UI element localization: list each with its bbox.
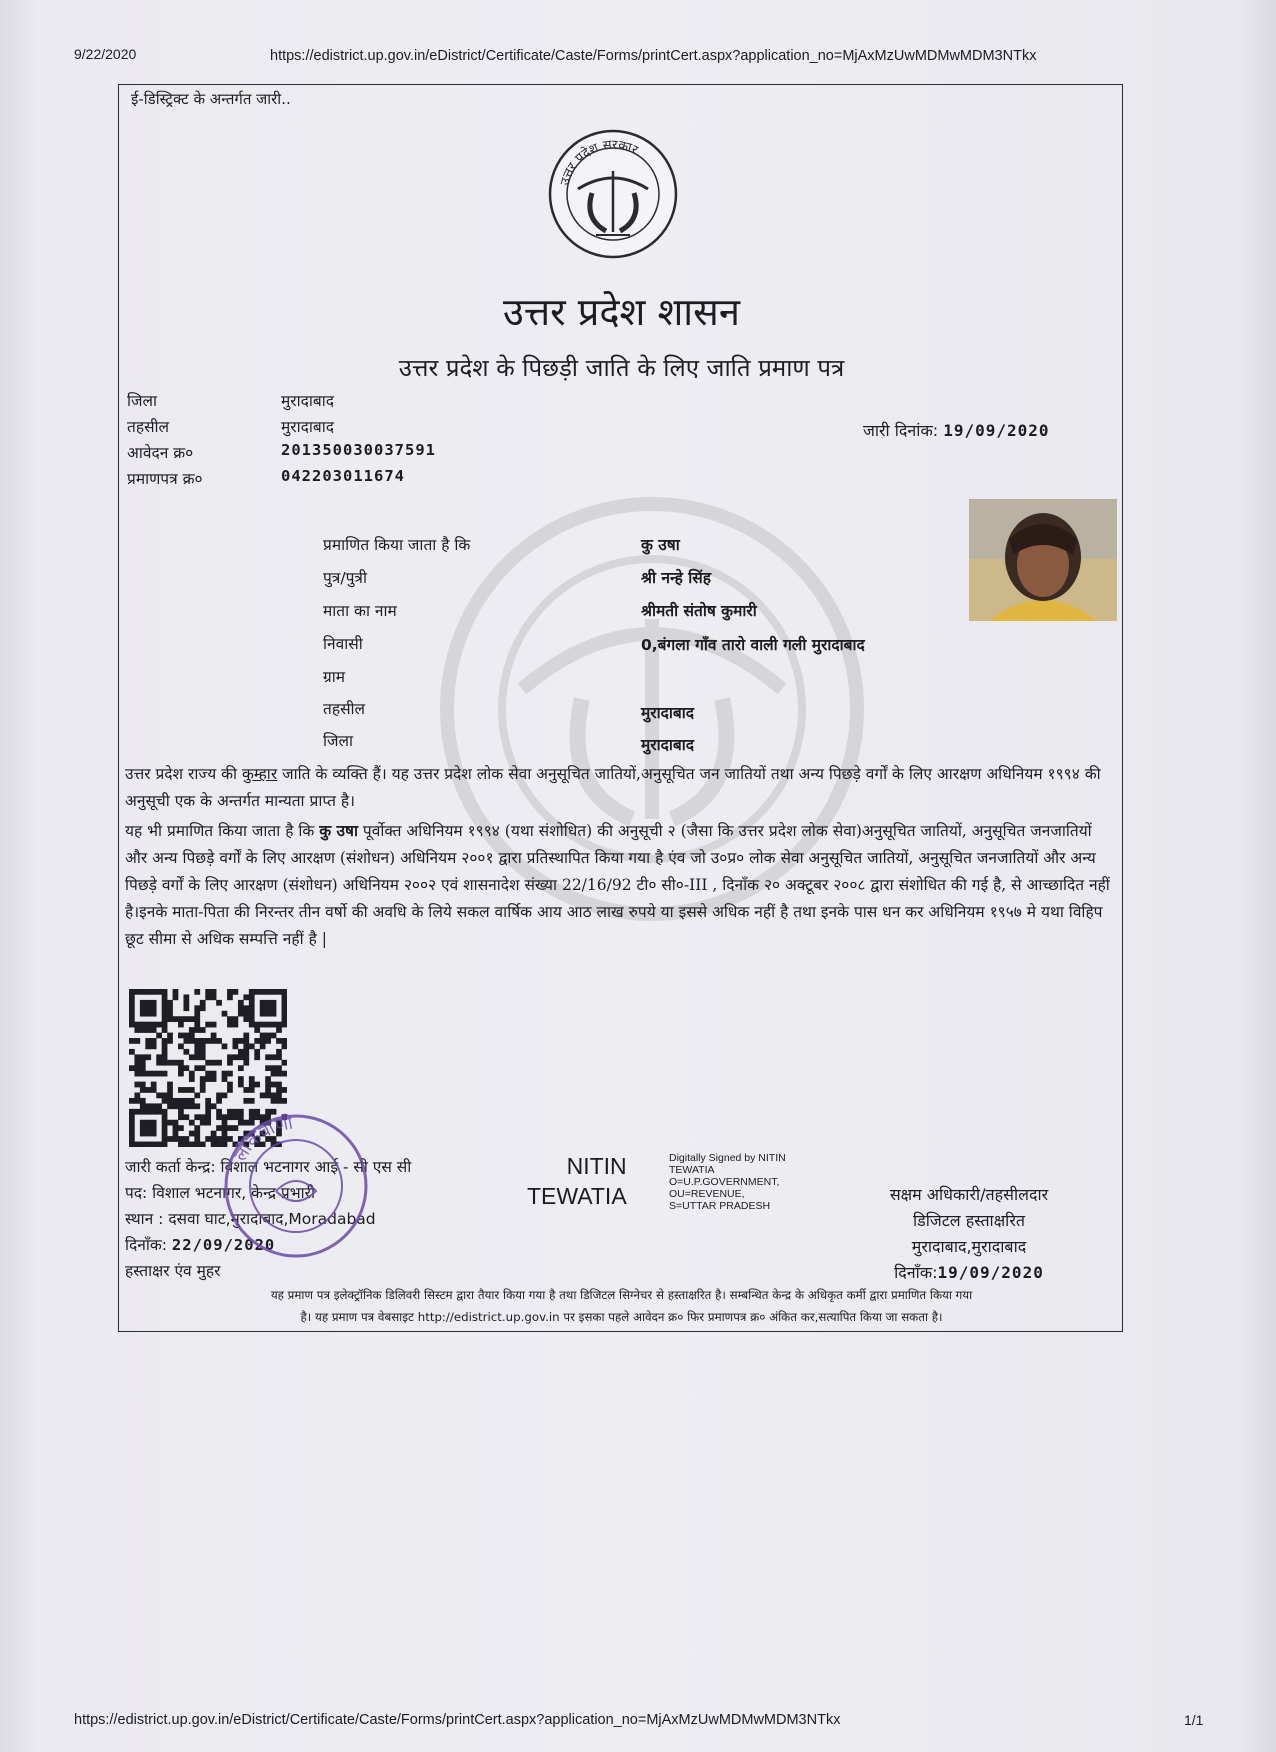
field-label-tehsil: तहसील	[323, 700, 366, 718]
meta-label-tehsil: तहसील	[127, 418, 170, 436]
government-title: उत्तर प्रदेश शासन	[503, 290, 740, 334]
issuer-signature-label: हस्ताक्षर एंव मुहर	[125, 1262, 221, 1280]
meta-value-certificate-no: 042203011674	[281, 467, 405, 485]
field-value-mother: श्रीमती संतोष कुमारी	[641, 602, 757, 620]
field-label-resident: निवासी	[323, 635, 363, 653]
print-date: 9/22/2020	[74, 46, 137, 62]
applicant-portrait-icon	[969, 499, 1117, 621]
print-url-header: https://edistrict.up.gov.in/eDistrict/Certificate/Caste/Forms/printCert.aspx?application_no=MjAxMzUwMDMwMDM3NTkx	[270, 48, 1037, 64]
digital-signature-name	[527, 1151, 627, 1211]
footer-note-line2: है। यह प्रमाण पत्र वेबसाइट http://edistrict.up.gov.in पर इसका पहले आवेदन क्र० फिर प्रमाणपत्र क्र० अंकित कर,सत्यापित किया जा सकता है।	[300, 1310, 943, 1324]
field-label-village: ग्राम	[323, 668, 346, 686]
dsig-detail-line: TEWATIA	[669, 1164, 715, 1176]
meta-value-application-no: 201350030037591	[281, 441, 436, 459]
field-label-certified: प्रमाणित किया जाता है कि	[323, 536, 471, 554]
applicant-photo	[969, 499, 1117, 621]
field-value-name: कु उषा	[641, 536, 680, 554]
meta-label-application-no: आवेदन क्र०	[127, 444, 194, 462]
up-emblem-icon	[546, 127, 680, 261]
issue-date-label: जारी दिनांक:	[863, 421, 939, 440]
issuer-date-label: दिनाँक:	[125, 1236, 172, 1254]
caste-name: कुम्हार	[241, 765, 278, 783]
issuer-post: पद: विशाल भटनागर, केन्द्र प्रभारी	[125, 1184, 315, 1202]
certificate-frame	[118, 84, 1123, 1332]
meta-value-tehsil: मुरादाबाद	[281, 418, 334, 436]
authority-date-label: दिनाँक:	[894, 1263, 938, 1282]
creamy-paragraph-name: कु उषा	[319, 821, 358, 840]
caste-paragraph	[125, 761, 1115, 815]
issued-under-text: ई-डिस्ट्रिक्ट के अन्तर्गत जारी..	[131, 90, 291, 108]
certificate-title: उत्तर प्रदेश के पिछड़ी जाति के लिए जाति प्रमाण पत्र	[398, 354, 845, 382]
authority-signed: डिजिटल हस्ताक्षरित	[913, 1211, 1025, 1230]
field-value-address: 0,बंगला गाँव तारो वाली गली मुरादाबाद	[641, 636, 865, 654]
authority-date	[839, 1261, 1099, 1283]
dsig-name-line1: NITIN	[566, 1153, 627, 1179]
footer-note-line1: यह प्रमाण पत्र इलेक्ट्रॉनिक डिलिवरी सिस्टम द्वारा तैयार किया गया है तथा डिजिटल सिग्नेचर से हस्ताक्षरित है। सम्बन्धित केन्द्र के अधिकृत कर्मी द्वारा प्रमाणित किया गया	[270, 1288, 973, 1302]
issue-date	[863, 419, 1050, 441]
issue-date-value: 19/09/2020	[943, 421, 1050, 440]
meta-value-district: मुरादाबाद	[281, 392, 334, 410]
creamy-paragraph-start: यह भी प्रमाणित किया जाता है कि	[125, 822, 320, 840]
meta-label-district: जिला	[127, 392, 158, 410]
svg-text:लोकवाणी: लोकवाणी	[229, 1112, 295, 1166]
caste-paragraph-start: उत्तर प्रदेश राज्य की	[125, 765, 242, 783]
field-value-father: श्री नन्हे सिंह	[641, 569, 711, 587]
field-value-district: मुरादाबाद	[641, 736, 694, 754]
dsig-detail-line: S=UTTAR PRADESH	[669, 1200, 771, 1212]
field-value-tehsil: मुरादाबाद	[641, 704, 694, 722]
creamy-layer-paragraph	[125, 817, 1115, 953]
field-label-parent: पुत्र/पुत्री	[323, 569, 367, 587]
authority-date-value: 19/09/2020	[937, 1263, 1044, 1282]
issuer-center: जारी कर्ता केन्द्र: विशाल भटनागर आई - सी एस सी	[125, 1158, 412, 1176]
meta-label-certificate-no: प्रमाणपत्र क्र०	[127, 470, 203, 488]
dsig-name-line2: TEWATIA	[527, 1183, 627, 1209]
svg-text:उत्तर प्रदेश सरकार: उत्तर प्रदेश सरकार	[557, 137, 640, 188]
authority-title: सक्षम अधिकारी/तहसीलदार	[889, 1185, 1049, 1204]
digital-signature-details	[669, 1152, 786, 1212]
issuer-date-value: 22/09/2020	[171, 1236, 276, 1254]
dsig-detail-line: OU=REVENUE,	[669, 1188, 745, 1200]
dsig-detail-line: O=U.P.GOVERNMENT,	[669, 1176, 780, 1188]
caste-paragraph-end: जाति के व्यक्ति हैं। यह उत्तर प्रदेश लोक सेवा अनुसूचित जातियों,अनुसूचित जन जातियों तथा अन्य पिछड़े वर्गों के लिए आरक्षण अधिनियम १९९४ की अनुसूची एक के अन्तर्गत मान्यता प्राप्त है।	[125, 765, 1101, 810]
creamy-paragraph-end: पूर्वोक्त अधिनियम १९९४ (यथा संशोधित) की अनुसूची २ (जैसा कि उत्तर प्रदेश लोक सेवा)अनुसूचित जातियों, अनुसूचित जनजातियों और अन्य पिछड़े वर्गों के लिए आरक्षण (संशोधन) अधिनियम २००१ द्वारा प्रतिस्थापित किया गया है एंव जो उ०प्र० लोक सेवा अनुसूचित जातियों, अनुसूचित जनजातियों और अन्य पिछड़े वर्गों के लिए आरक्षण (संशोधन) अधिनियम २००२ एवं शासनादेश संख्या 22/16/92 टी० सी०-III , दिनाँक २० अक्टूबर २००८ द्वारा संशोधित की गई है, से आच्छादित नहीं है।इनके माता-पिता की निरन्तर तीन वर्षो की अवधि के लिये सकल वार्षिक आय आठ लाख रुपये या इससे अधिक नहीं है तथा इनके पास धन कर अधिनियम १९५७ मे यथा विहिप छूट सीमा से अधिक सम्पत्ति नहीं है |	[125, 822, 1110, 948]
print-url-footer: https://edistrict.up.gov.in/eDistrict/Certificate/Caste/Forms/printCert.aspx?application_no=MjAxMzUwMDMwMDM3NTkx	[74, 1712, 841, 1728]
seal-stamp-icon	[221, 1111, 371, 1261]
field-label-mother: माता का नाम	[323, 602, 397, 620]
authority-location: मुरादाबाद,मुरादाबाद	[911, 1237, 1027, 1256]
issuer-place: स्थान : दसवा घाट,मुरादाबाद,Moradabad	[125, 1210, 376, 1228]
field-label-district: जिला	[323, 732, 354, 750]
dsig-detail-line: Digitally Signed by NITIN	[669, 1152, 786, 1164]
page-number: 1/1	[1184, 1712, 1204, 1728]
